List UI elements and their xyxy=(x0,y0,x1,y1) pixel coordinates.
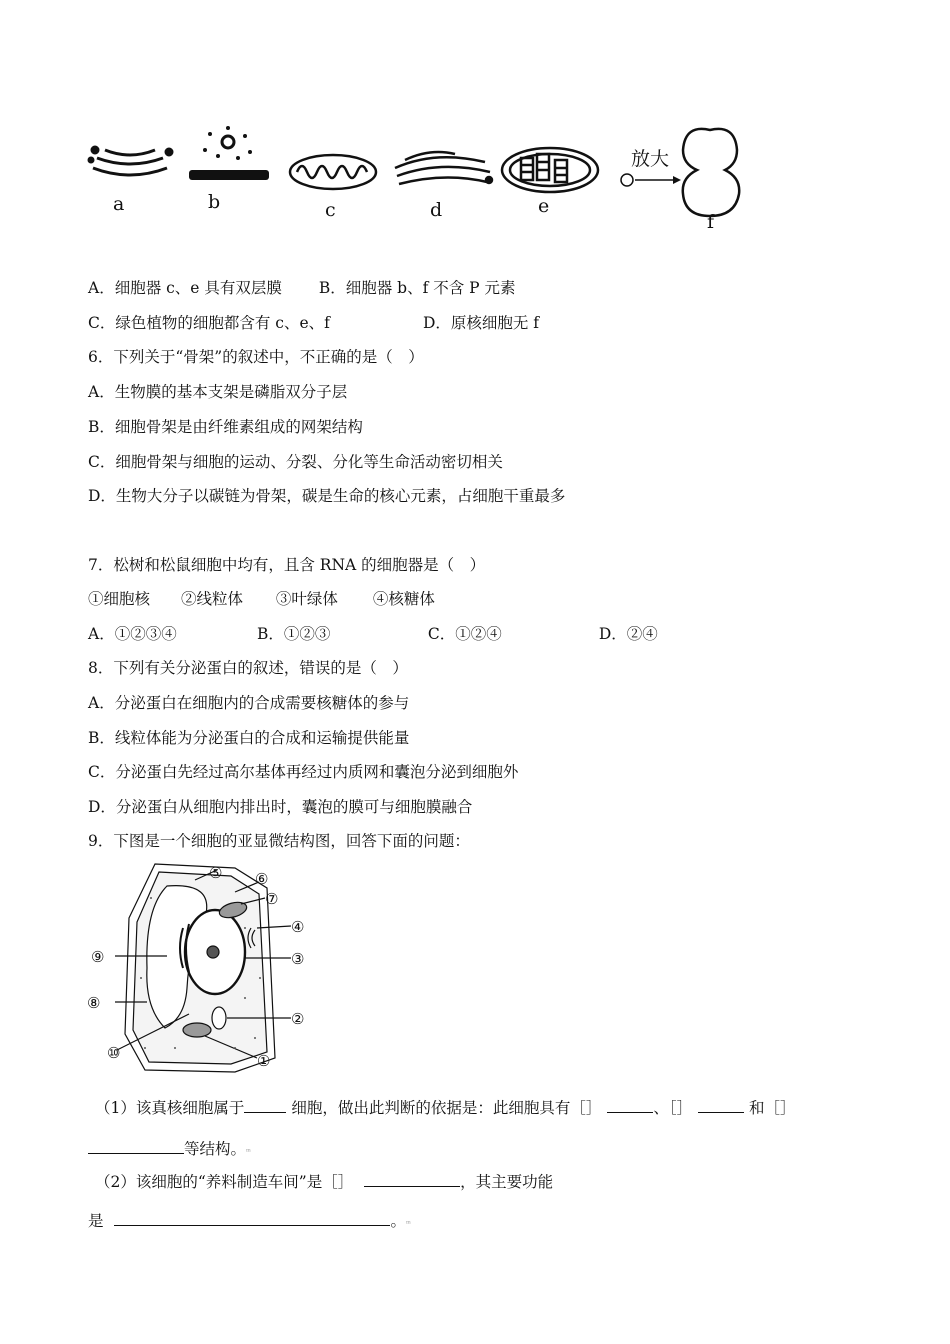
centrosome-icon xyxy=(683,129,739,216)
q9-sub1-line2: 等结构。ᵐ xyxy=(88,1139,251,1162)
q9-sub2-text2: ，其主要功能 xyxy=(460,1173,554,1191)
q7-item-1: ①细胞核 xyxy=(88,590,151,608)
q9-blank-structure-2[interactable] xyxy=(698,1098,744,1113)
q7-items xyxy=(88,589,435,609)
fig-label-e: e xyxy=(538,195,550,217)
q9-sub1-line1 xyxy=(95,1098,796,1118)
q9-sub1-text2: 细胞，做出此判断的依据是：此细胞具有［］ xyxy=(291,1099,602,1117)
q7-stem: 7．松树和松鼠细胞中均有，且含 RNA 的细胞器是（ ） xyxy=(88,556,486,574)
q8-option-d: D．分泌蛋白从细胞内排出时，囊泡的膜可与细胞膜融合 xyxy=(88,798,473,816)
cell-label-7: ⑦ xyxy=(265,890,279,908)
cell-label-9: ⑨ xyxy=(91,948,105,966)
q9-sub1-text3: 、［］ xyxy=(653,1099,693,1117)
small-centrosome-icon xyxy=(621,174,633,186)
q7-option-a: A．①②③④ xyxy=(88,625,177,643)
cell-label-2: ② xyxy=(291,1010,305,1028)
q5-option-a: A．细胞器 c、e 具有双层膜 xyxy=(88,279,282,297)
q8-option-c: C．分泌蛋白先经过高尔基体再经过内质网和囊泡分泌到细胞外 xyxy=(88,763,519,781)
q9-stem: 9．下图是一个细胞的亚显微结构图，回答下面的问题： xyxy=(88,832,470,850)
q7-item-3: ③叶绿体 xyxy=(275,590,338,608)
q9-sub1-text5: 等结构。 xyxy=(184,1140,247,1158)
q9-sub2-line2: 是 。ᵐ xyxy=(88,1212,411,1230)
mitochondrion xyxy=(212,1007,226,1029)
organelle-figure xyxy=(85,120,765,240)
fig-label-f: f xyxy=(707,211,715,233)
plant-cell-figure xyxy=(85,858,325,1086)
q5-option-d: D．原核细胞无 f xyxy=(422,314,540,332)
cell-label-6: ⑥ xyxy=(255,870,269,888)
q9-blank-function[interactable] xyxy=(114,1211,390,1226)
nucleolus xyxy=(207,946,219,958)
cell-label-5: ⑤ xyxy=(209,864,223,882)
q7-option-d: D．②④ xyxy=(598,625,658,643)
q6-option-b: B．细胞骨架是由纤维素组成的网架结构 xyxy=(88,418,363,436)
q7-item-2: ②线粒体 xyxy=(180,590,243,608)
q7-option-c: C．①②④ xyxy=(427,625,502,643)
cell-label-1: ① xyxy=(257,1052,271,1070)
cell-label-10: ⑩ xyxy=(107,1044,121,1062)
q6-stem: 6．下列关于“骨架”的叙述中，不正确的是（ ） xyxy=(88,348,424,366)
q5-option-b: B．细胞器 b、f 不含 P 元素 xyxy=(318,279,516,297)
q7-item-4: ④核糖体 xyxy=(372,590,435,608)
q5-options-row1 xyxy=(88,278,516,298)
golgi-icon xyxy=(89,147,172,175)
q6-option-c: C．细胞骨架与细胞的运动、分裂、分化等生命活动密切相关 xyxy=(88,453,503,471)
fig-label-b: b xyxy=(208,191,221,213)
q9-blank-structure-3[interactable] xyxy=(88,1139,184,1154)
q7-option-b: B．①②③ xyxy=(256,625,331,643)
q9-sub2-text1: （2）该细胞的“养料制造车间”是［］ xyxy=(95,1173,354,1191)
q8-stem: 8．下列有关分泌蛋白的叙述，错误的是（ ） xyxy=(88,659,408,677)
cell-label-4: ④ xyxy=(291,918,305,936)
q8-option-a: A．分泌蛋白在细胞内的合成需要核糖体的参与 xyxy=(88,694,410,712)
fig-label-d: d xyxy=(430,199,443,221)
q9-sub1-text1: （1）该真核细胞属于 xyxy=(95,1099,245,1117)
q9-blank-organelle[interactable] xyxy=(364,1172,460,1187)
q6-option-d: D．生物大分子以碳链为骨架，碳是生命的核心元素，占细胞干重最多 xyxy=(88,487,566,505)
q9-sub1-text4: 和［］ xyxy=(749,1099,796,1117)
chloroplast-bottom xyxy=(183,1023,211,1037)
q8-option-b: B．线粒体能为分泌蛋白的合成和运输提供能量 xyxy=(88,729,410,747)
fig-label-c: c xyxy=(325,199,336,221)
q9-sub2-line1 xyxy=(95,1172,553,1192)
q9-sub2-text3: 是 xyxy=(88,1212,104,1230)
endoplasmic-reticulum-icon xyxy=(395,152,492,184)
mitochondrion-icon xyxy=(290,155,376,189)
cell-label-8: ⑧ xyxy=(87,994,101,1012)
q9-blank-cell-type[interactable] xyxy=(244,1098,286,1113)
ribosome-icon xyxy=(189,126,269,180)
q9-sub2-text4: 。 xyxy=(390,1212,406,1230)
q5-options-row2 xyxy=(88,313,539,333)
chloroplast-icon xyxy=(502,148,598,192)
q6-option-a: A．生物膜的基本支架是磷脂双分子层 xyxy=(88,383,348,401)
cell-label-3: ③ xyxy=(291,950,305,968)
q5-option-c: C．绿色植物的细胞都含有 c、e、f xyxy=(88,314,330,332)
q9-blank-structure-1[interactable] xyxy=(607,1098,653,1113)
arrow-text: 放大 xyxy=(631,148,670,170)
fig-label-a: a xyxy=(113,193,125,215)
q7-options xyxy=(88,624,658,644)
